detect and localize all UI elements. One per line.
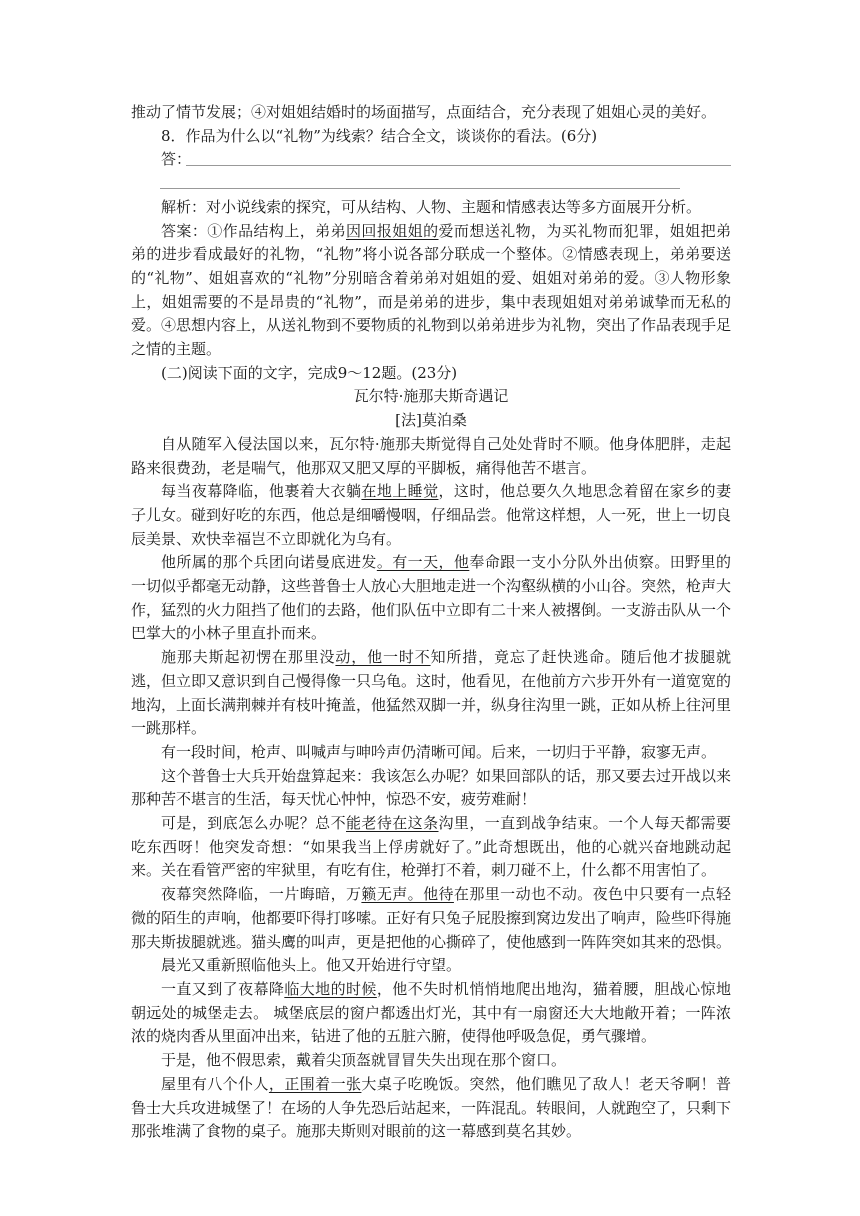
answer-label: 答： <box>161 150 192 169</box>
story-author: [法]莫泊桑 <box>395 411 467 430</box>
story-paragraph: 施那夫斯起初愣在那里没动，他一时不知所措，竟忘了赶快逃命。随后他才拔腿就逃，但立即又意识到自己慢得像一只乌龟。这时，他看见，在他前方六步开外有一道宽宽的地沟，上面长满荆棘并有枝叶掩盖，他猛然双脚一并，纵身往沟里一跳，正如从桥上往河里一跳那样。 <box>131 648 732 738</box>
story-paragraph: 晨光又重新照临他头上。他又开始进行守望。 <box>161 956 462 975</box>
story-paragraph: 于是，他不假思索，戴着尖顶盔就冒冒失失出现在那个窗口。 <box>161 1051 567 1070</box>
story-paragraph: 屋里有八个仆人，正围着一张大桌子吃晚饭。突然，他们瞧见了敌人！老天爷啊！普鲁士大兵攻进城堡了！在场的人争先恐后站起来，一阵混乱。转眼间，人就跑空了，只剩下那张堆满了食物的桌子。施那夫斯则对眼前的这一幕感到莫名其妙。 <box>131 1074 732 1141</box>
story-paragraph: 可是，到底怎么办呢？总不能老待在这条沟里，一直到战争结束。一个人每天都需要吃东西呀！他突发奇想：“如果我当上俘虏就好了。”此奇想既出，他的心就兴奋地跳动起来。关在看管严密的牢狱里，有吃有住，枪弹打不着，刺刀碰不上，什么都不用害怕了。 <box>131 814 731 880</box>
section-heading: (二)阅读下面的文字，完成9～12题。(23分) <box>161 363 458 382</box>
analysis: 解析：对小说线索的探究，可从结构、人物、主题和情感表达等多方面展开分析。 <box>161 197 702 216</box>
story-paragraph: 自从随军入侵法国以来，瓦尔特·施那夫斯觉得自己处处背时不顺。他身体肥胖，走起路来很费劲，老是喘气，他那双又肥又厚的平脚板，痛得他苦不堪言。 <box>131 434 731 477</box>
document-body <box>131 101 731 1144</box>
story-paragraph: 一直又到了夜幕降临大地的时候，他不失时机悄悄地爬出地沟，猫着腰，胆战心惊地朝远处的城堡走去。 城堡底层的窗户都透出灯光，其中有一扇窗还大大地敞开着；一阵浓浓的烧肉香从里面冲出来，钻进了他的五脏六腑，使得他呼吸急促，勇气骤增。 <box>131 980 731 1046</box>
previous-answer-fragment: 推动了情节发展；④对姐姐结婚时的场面描写，点面结合，充分表现了姐姐心灵的美好。 <box>131 103 717 121</box>
story-paragraph: 这个普鲁士大兵开始盘算起来：我该怎么办呢？如果回部队的话，那又要去过开战以来那种苦不堪言的生活，每天忧心忡忡，惊恐不安，疲劳难耐！ <box>131 766 732 809</box>
story-paragraph: 夜幕突然降临，一片晦暗，万籁无声。他待在那里一动也不动。夜色中只要有一点轻微的陌生的声响，他都要吓得打哆嗦。正好有只兔子屁股擦到窝边发出了响声，险些吓得施那夫斯拔腿就逃。猫头鹰的叫声，更是把他的心撕碎了，使他感到一阵阵突如其来的恐惧。 <box>131 885 732 951</box>
story-title: 瓦尔特·施那夫斯奇遇记 <box>353 387 509 406</box>
story-paragraph: 他所属的那个兵团向诺曼底进发。有一天，他奉命跟一支小分队外出侦察。田野里的一切似乎都毫无动静，这些普鲁士人放心大胆地走进一个沟壑纵横的小山谷。突然，枪声大作，猛烈的火力阻挡了他们的去路，他们队伍中立即有二十来人被撂倒。一支游击队从一个巴掌大的小林子里直扑而来。 <box>131 553 732 643</box>
answer-text: 答案：①作品结构上，弟弟因回报姐姐的爱而想送礼物，为买礼物而犯罪，姐姐把弟弟的进步看成最好的礼物，“礼物”将小说各部分联成一个整体。②情感表现上，弟弟要送的“礼物”、姐姐喜欢的“礼物”分别暗含着弟弟对姐姐的爱、姐姐对弟弟的爱。③人物形象上，姐姐需要的不是昂贵的“礼物”，而是弟弟的进步，集中表现姐姐对弟弟诚挚而无私的爱。④思想内容上，从送礼物到不要物质的礼物到以弟弟进步为礼物，突出了作品表现手足之情的主题。 <box>131 221 732 359</box>
question-8: 8．作品为什么以“礼物”为线索？结合全文，谈谈你的看法。(6分) <box>161 126 598 145</box>
story-paragraph: 有一段时间，枪声、叫喊声与呻吟声仍清晰可闻。后来，一切归于平静，寂寥无声。 <box>161 742 717 761</box>
story-paragraph: 每当夜幕降临，他裹着大衣躺在地上睡觉，这时，他总要久久地思念着留在家乡的妻子儿女。碰到好吃的东西，他总是细嚼慢咽，仔细品尝。他常这样想，人一死，世上一切良辰美景、欢快幸福岂不立即就化为乌有。 <box>131 482 732 548</box>
